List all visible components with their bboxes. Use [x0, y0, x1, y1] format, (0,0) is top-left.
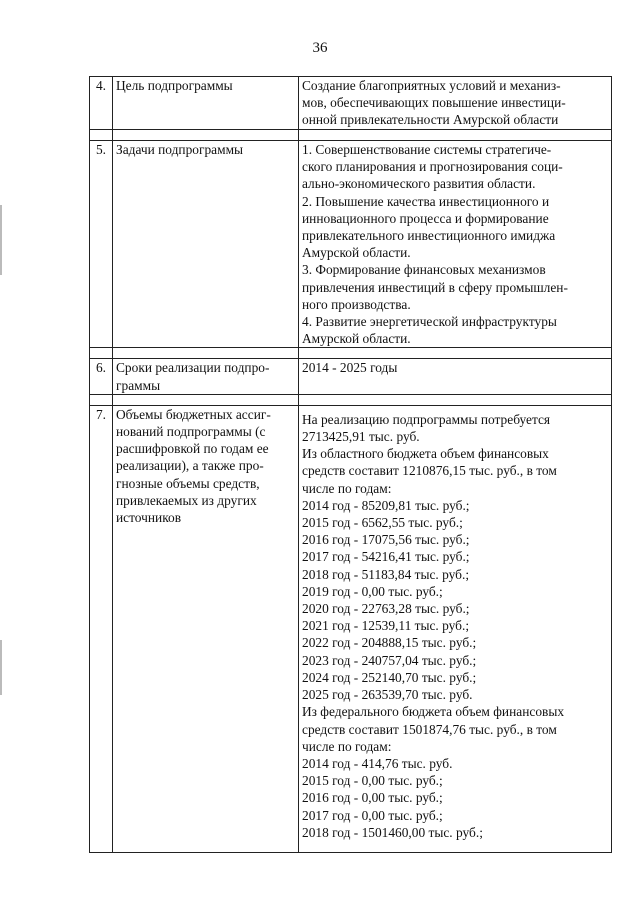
- table-row-funding: [90, 405, 612, 852]
- content-line: На реализацию подпрограммы потребуется: [302, 411, 551, 427]
- content-line: Из областного бюджета объем финансовых: [302, 446, 549, 462]
- content-line: 2015 год - 6562,55 тыс. руб.;: [302, 515, 463, 531]
- content-line: средств составит 1501874,76 тыс. руб., в том: [302, 721, 557, 737]
- label-line: граммы: [116, 377, 161, 393]
- row-content: [299, 359, 612, 394]
- content-line: Создание благоприятных условий и механиз-: [302, 78, 561, 93]
- content-line: 3. Формирование финансовых механизмов: [302, 262, 546, 278]
- row-number: 7.: [90, 405, 113, 852]
- table-row-tasks: [90, 141, 612, 348]
- content-line: 2018 год - 51183,84 тыс. руб.;: [302, 566, 470, 582]
- label-line: Объемы бюджетных ассиг-: [116, 406, 271, 422]
- content-line: 4. Развитие энергетической инфраструктуры: [302, 314, 557, 330]
- content-line: 2017 год - 0,00 тыс. руб.;: [302, 807, 443, 823]
- content-line: 2. Повышение качества инвестиционного и: [302, 193, 550, 209]
- content-line: онной привлекательности Амурской области: [302, 112, 559, 128]
- row-number: 6.: [90, 359, 113, 394]
- label-line: расшифровкой по годам ее: [116, 441, 269, 457]
- content-line: 2021 год - 12539,11 тыс. руб.;: [302, 618, 470, 634]
- row-number: 4.: [90, 77, 113, 130]
- content-line: 2018 год - 1501460,00 тыс. руб.;: [302, 824, 483, 840]
- label-line: привлекаемых из других: [116, 492, 257, 508]
- content-line: числе по годам:: [302, 480, 392, 496]
- content-line: 2713425,91 тыс. руб.: [302, 429, 420, 445]
- content-line: 2023 год - 240757,04 тыс. руб.;: [302, 652, 477, 668]
- content-line: 2014 год - 414,76 тыс. руб.: [302, 755, 453, 771]
- content-line: 2020 год - 22763,28 тыс. руб.;: [302, 601, 470, 617]
- content-line: 2016 год - 0,00 тыс. руб.;: [302, 790, 443, 806]
- content-line: ально-экономического развития области.: [302, 176, 536, 192]
- content-line: привлекательного инвестиционного имиджа: [302, 228, 556, 244]
- content-line: ного производства.: [302, 296, 411, 312]
- row-label: [113, 405, 299, 852]
- content-line: 2015 год - 0,00 тыс. руб.;: [302, 773, 443, 789]
- label-line: реализации), а также про-: [116, 458, 264, 474]
- row-content: [299, 77, 612, 130]
- content-line: 2014 год - 85209,81 тыс. руб.;: [302, 497, 470, 513]
- content-line: 1. Совершенствование системы стратегиче-: [302, 142, 552, 157]
- scan-edge-mark: [0, 205, 2, 275]
- content-line: инновационного процесса и формирование: [302, 210, 549, 226]
- label-line: нований подпрограммы (с: [116, 424, 266, 440]
- row-label: Задачи подпрограммы: [113, 141, 299, 348]
- content-line: Амурской области.: [302, 331, 411, 347]
- content-line: 2019 год - 0,00 тыс. руб.;: [302, 583, 443, 599]
- row-content: [299, 405, 612, 852]
- content-line: средств составит 1210876,15 тыс. руб., в том: [302, 463, 557, 479]
- row-spacer: [90, 394, 612, 405]
- content-line: привлечения инвестиций в сферу промышлен-: [302, 279, 568, 295]
- row-number: 5.: [90, 141, 113, 348]
- table-row-goal: [90, 77, 612, 130]
- subprogram-passport-table: [89, 76, 612, 853]
- content-line: 2017 год - 54216,41 тыс. руб.;: [302, 549, 470, 565]
- content-line: числе по годам:: [302, 738, 392, 754]
- row-content: [299, 141, 612, 348]
- row-spacer: [90, 348, 612, 359]
- row-spacer: [90, 130, 612, 141]
- label-line: источников: [116, 510, 182, 526]
- content-line: 2024 год - 252140,70 тыс. руб.;: [302, 669, 477, 685]
- content-line: Из федерального бюджета объем финансовых: [302, 704, 565, 720]
- content-line: Амурской области.: [302, 245, 411, 261]
- content-line: 2025 год - 263539,70 тыс. руб.: [302, 687, 473, 703]
- content-line: 2022 год - 204888,15 тыс. руб.;: [302, 635, 477, 651]
- content-line: 2014 - 2025 годы: [302, 360, 398, 376]
- page-number: 36: [312, 40, 328, 56]
- label-line: Сроки реализации подпро-: [116, 360, 270, 376]
- scan-edge-mark: [0, 640, 2, 695]
- table-row-timeline: [90, 359, 612, 394]
- label-line: гнозные объемы средств,: [116, 475, 260, 491]
- content-line: ского планирования и прогнозирования соци-: [302, 159, 563, 175]
- content-line: мов, обеспечивающих повышение инвестици-: [302, 95, 566, 111]
- row-label: [113, 359, 299, 394]
- row-label: Цель подпрограммы: [113, 77, 299, 130]
- content-line: 2016 год - 17075,56 тыс. руб.;: [302, 532, 470, 548]
